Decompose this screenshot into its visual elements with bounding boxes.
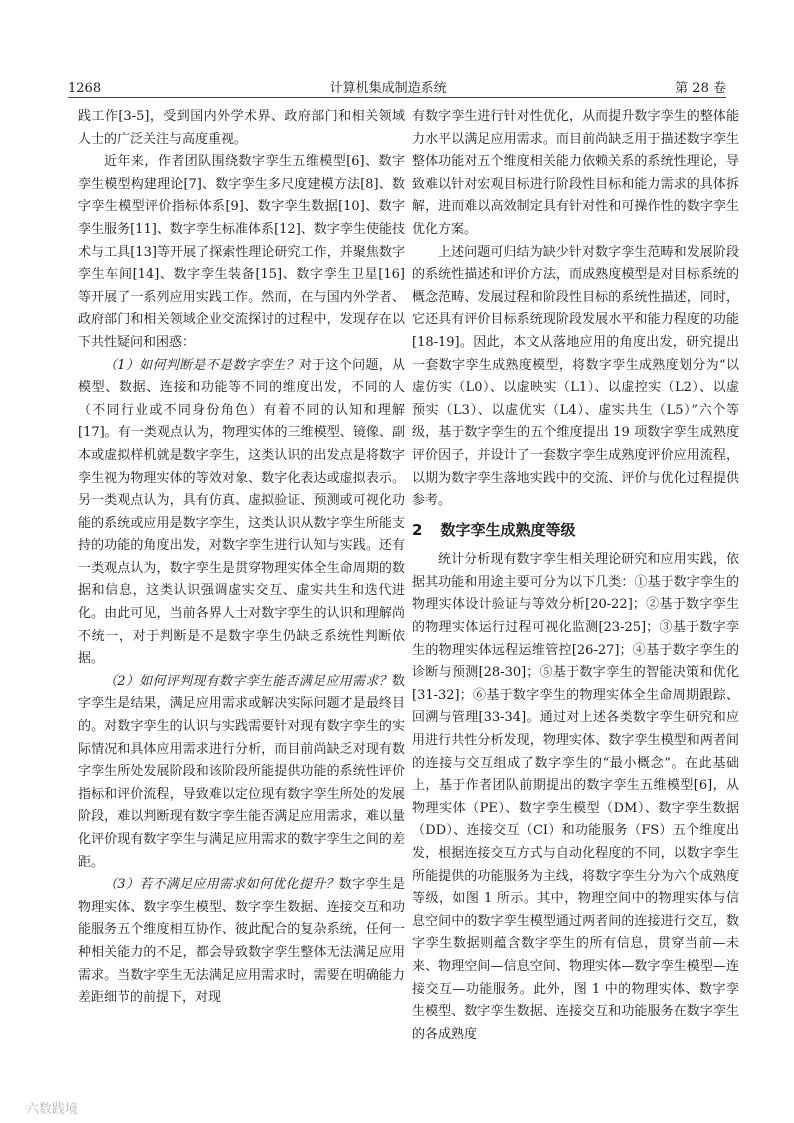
paragraph — [78, 355, 405, 671]
running-header — [68, 74, 726, 96]
paragraph: 践工作[3-5]，受到国内外学术界、政府部门和相关领域人士的广泛关注与高度重视。 — [78, 109, 405, 147]
question-heading: （2）如何评判现有数字孪生能否满足应用需求？ — [104, 673, 392, 689]
section-heading — [412, 519, 739, 542]
paragraph: 有数字孪生进行针对性优化，从而提升数字孪生的整体能力水平以满足应用需求。而目前尚缺乏用于描述数字孪生整体功能对五个维度相关能力依赖关系的系统性理论，导致难以针对宏观目标进行阶段性目标和能力需求的具体拆解，进而难以高效制定具有针对性和可操作性的数字孪生优化方案。 — [412, 109, 739, 237]
header-rule — [68, 97, 726, 98]
question-heading: （3）若不满足应用需求如何优化提升？ — [104, 877, 339, 893]
paragraph — [78, 874, 405, 1010]
left-column — [78, 106, 405, 1010]
paragraph-body: 对于这个问题，从模型、数据、连接和功能等不同的维度出发，不同的人（不同行业或不同身份角色）有着不同的认知和理解[17]。有一类观点认为，物理实体的三维模型、镜像、副本或虚拟样机就是数字孪生，这类认识的出发点是将数字孪生视为物理实体的等效对象、数字化表达或虚拟表示。另一类观点认为，具有仿真、虚拟验证、预测或可视化功能的系统或应用是数字孪生，这类认识从数字孪生所能支持的功能的角度出发，对数字孪生进行认知与实践。还有一类观点认为，数字孪生是贯穿物理实体全生命周期的数据和信息，这类认识强调虚实交互、虚实共生和迭代进化。由此可见，当前各界人士对数字孪生的认识和理解尚不统一，对于判断是不是数字孪生仍缺乏系统性判断依据。 — [78, 357, 405, 667]
watermark: 六数践境 — [26, 1102, 79, 1117]
paragraph: 统计分析现有数字孪生相关理论研究和应用实践，依据其功能和用途主要可分为以下几类：①基于数字孪生的物理实体设计验证与等效分析[20-22]；②基于数字孪生的物理实体运行过程可视化监测[23-25]；③基于数字孪生的物理实体远程运维管控[26-27]；④基于数字孪生的诊断与预测[28-30]；⑤基于数字孪生的智能决策和优化[31-32]；⑥基于数字孪生的物理实体全生命周期跟踪、回溯与管理[33-34]。通过对上述各类数字孪生研究和应用进行共性分析发现，物理实体、数字孪生模型和两者间的连接与交互组成了数字孪生的“最小概念”。在此基础上，基于作者团队前期提出的数字孪生五维模型[6]，从物理实体（PE）、数字孪生模型（DM）、数字孪生数据（DD）、连接交互（CI）和功能服务（FS）五个维度出发，根据连接交互方式与自动化程度的不同，以数字孪生所能提供的功能服务为主线，将数字孪生分为六个成熟度等级，如图 1 所示。其中，物理空间中的物理实体与信息空间中的数字孪生模型通过两者间的连接进行交互，数字孪生数据则蕴含数字孪生的所有信息，贯穿当前—未来、物理空间—信息空间、物理实体—数字孪生模型—连接交互—功能服务。此外，图 1 中的物理实体、数字孪生模型、数字孪生数据、连接交互和功能服务在数字孪生的各成熟度 — [412, 552, 739, 1042]
paragraph-body: 数字孪生是结果，满足应用需求或解决实际问题才是最终目的。对数字孪生的认识与实践需要针对现有数字孪生的实际情况和具体应用需求进行分析，而目前尚缺乏对现有数字孪生所处发展阶段和该阶段所能提供功能的系统性评价指标和评价流程，导致难以定位现有数字孪生所处的发展阶段，难以判断现有数字孪生能否满足应用需求，难以量化评价现有数字孪生与满足应用需求的数字孪生之间的差距。 — [78, 673, 405, 870]
page-number: 1268 — [68, 81, 102, 96]
paragraph-body: 数字孪生是物理实体、数字孪生模型、数字孪生数据、连接交互和功能服务五个维度相互协作、彼此配合的复杂系统，任何一种相关能力的不足，都会导致数字孪生整体无法满足应用需求。当数字孪生无法满足应用需求时，需要在明确能力差距细节的前提下，对现 — [78, 877, 405, 1006]
section-number: 2 — [412, 520, 423, 539]
paragraph: 上述问题可归结为缺少针对数字孪生范畴和发展阶段的系统性描述和评价方法，而成熟度模型是对目标系统的概念范畴、发展过程和阶段性目标的系统性描述，同时，它还具有评价目标系统现阶段发展水平和能力程度的功能[18-19]。因此，本文从落地应用的角度出发，研究提出一套数字孪生成熟度模型，将数字孪生成熟度划分为“以虚仿实（L0）、以虚映实（L1）、以虚控实（L2）、以虚预实（L3）、以虚优实（L4）、虚实共生（L5）”六个等级，基于数字孪生的五个维度提出 19 项数字孪生成熟度评价因子，并设计了一套数字孪生成熟度评价应用流程，以期为数字孪生落地实践中的交流、评价与优化过程提供参考。 — [412, 244, 739, 509]
paragraph: 近年来，作者团队围绕数字孪生五维模型[6]、数字孪生模型构建理论[7]、数字孪生多尺度建模方法[8]、数字孪生模型评价指标体系[9]、数字孪生数据[10]、数字孪生服务[11]、数字孪生标准体系[12]、数字孪生使能技术与工具[13]等开展了探索性理论研究工作，并聚焦数字孪生车间[14]、数字孪生装备[15]、数字孪生卫星[16]等开展了一系列应用实践工作。然而，在与国内外学者、政府部门和相关领域企业交流探讨的过程中，发现存在以下共性疑问和困惑： — [78, 154, 405, 350]
volume-label: 第 28 卷 — [675, 81, 726, 96]
journal-name: 计算机集成制造系统 — [329, 81, 447, 96]
paragraph — [78, 671, 405, 874]
question-heading: （1）如何判断是不是数字孪生？ — [104, 357, 299, 373]
right-column — [412, 106, 739, 1046]
section-title: 数字孪生成熟度等级 — [440, 520, 576, 539]
